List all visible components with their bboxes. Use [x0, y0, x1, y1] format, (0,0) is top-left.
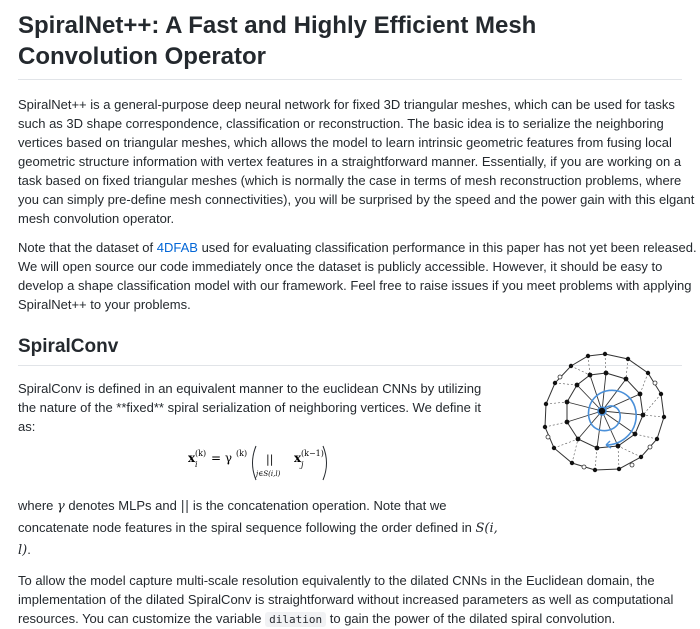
note-text-after: used for evaluating classification performance in this paper has not yet been released. We will open source our code immediately once the dataset is publicly accessible. However, it should be easy to develop a shape classification model with our framework. Feel free to raise issues if you meet problems with applying SpiralNet++ to your problems. — [18, 240, 697, 312]
dilation-code: dilation — [265, 612, 326, 627]
section-heading: SpiralConv — [18, 334, 682, 366]
center-vertex — [598, 407, 606, 415]
page-title: SpiralNet++: A Fast and Highly Efficient Mesh Convolution Operator — [18, 10, 682, 80]
concat-symbol: || — [180, 499, 190, 514]
formula-gamma-sup: (k) — [236, 449, 248, 458]
spiral-mesh-diagram-icon — [540, 349, 670, 477]
where-paragraph — [18, 495, 498, 561]
formula-inner: x — [294, 451, 302, 465]
formula-inner-sub: j — [301, 460, 304, 469]
note-paragraph — [18, 238, 700, 314]
intro-paragraph: SpiralNet++ is a general-purpose deep neural network for fixed 3D triangular meshes, which can be used for tasks such as 3D shape correspondence, classification or reconstruction. The basic idea is to serialize the neighboring vertices based on triangular meshes, which allows the model to learn intrinsic geometric features from fusing local geometric structure information with vertex features in a straightforward manner. Essentially, if you are working on a task based on fixed triangular meshes (which is normally the case in terms of mesh reconstruction problems, where you can simply pre-define mesh connectivities), you will be surprised by the speed and the power gain with this elgant mesh convolution operator. — [18, 97, 695, 226]
spiral-set-symbol: S(i, l) — [18, 521, 498, 558]
spiralconv-text-column — [18, 379, 498, 561]
where-text-1: where — [18, 498, 58, 513]
formula-concat: || — [266, 453, 274, 466]
where-text-3: is the concatenation operation. Note that we concatenate node features in the spiral sequence following the order defined in — [18, 498, 476, 535]
definition-paragraph: SpiralConv is defined in an equivalent manner to the euclidean CNNs by utilizing the nature of the **fixed** spiral serialization of neighboring vertices. We define it as: — [18, 381, 482, 434]
dilated-text-before: To allow the model capture multi-scale resolution equivalently to the dilated CNNs in the Euclidean domain, the implementation of the dilated SpiralConv is straightforward without increased parameters as well as computational resources. You can customize the variable — [18, 573, 674, 626]
dilated-text-after: to gain the power of the dilated spiral convolution. — [326, 611, 616, 626]
formula-concat-sub: j∈S(i,l) — [256, 470, 281, 478]
dataset-link[interactable]: 4DFAB — [156, 240, 198, 255]
formula-lhs-sub: i — [195, 460, 198, 469]
formula-lhs-sup: (k) — [195, 449, 207, 458]
formula-eq: = γ — [211, 451, 233, 465]
where-text-4: . — [27, 542, 31, 557]
where-text-2: denotes MLPs and — [64, 498, 181, 513]
dilated-paragraph — [18, 571, 700, 629]
formula-lhs: x — [188, 451, 196, 465]
formula-inner-sup: (k−1) — [301, 449, 324, 458]
spiralconv-formula — [18, 436, 498, 486]
readme-content — [18, 0, 700, 629]
note-text-before: Note that the dataset of — [18, 240, 157, 255]
gamma-symbol: γ — [57, 499, 65, 514]
